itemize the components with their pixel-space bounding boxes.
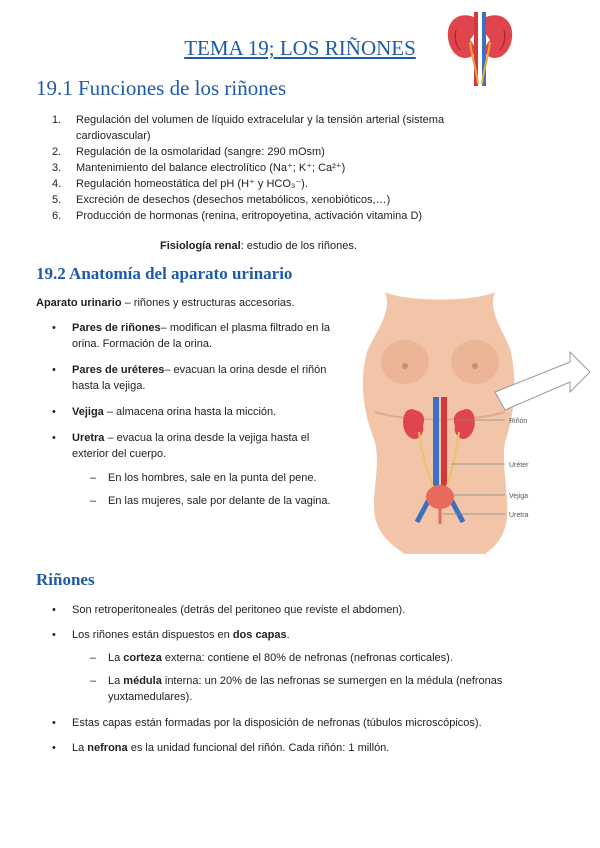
kidneys-list — [52, 602, 572, 765]
list-item: 2. Regulación de la osmolaridad (sangre: 290 mOsm) — [52, 146, 325, 158]
aparato-intro: Aparato urinario – riñones y estructuras accesorias. — [36, 297, 295, 309]
label-ureter: Uréter — [509, 462, 529, 469]
list-item: • Estas capas están formadas por la disposición de nefronas (túbulos microscópicos). — [52, 717, 482, 729]
list-item: 6. Producción de hormonas (renina, eritropoyetina, activación vitamina D) — [52, 210, 423, 222]
fisiologia-note: Fisiología renal: estudio de los riñones. — [160, 240, 357, 252]
sub-list-item: – La médula interna: un 20% de las nefronas se sumergen en la médula (nefronas yuxtamedulares). — [90, 675, 503, 703]
sub-list-item: – En las mujeres, sale por delante de la vagina. — [90, 495, 331, 507]
list-item: • Son retroperitoneales (detrás del peritoneo que reviste el abdomen). — [52, 604, 406, 616]
sub-list-item: – La corteza externa: contiene el 80% de nefronas (nefronas corticales). — [90, 652, 453, 664]
list-item: • Pares de riñones– modifican el plasma filtrado en la orina. Formación de la orina. — [52, 322, 331, 350]
urinary-system-illustration — [345, 292, 590, 554]
list-item: • La nefrona es la unidad funcional del riñón. Cada riñón: 1 millón. — [52, 742, 390, 754]
label-vejiga: Vejiga — [509, 493, 529, 500]
section-heading-funciones: 19.1 Funciones de los riñones — [36, 76, 287, 100]
list-item: 3. Mantenimiento del balance electrolítico (Na⁺; K⁺; Ca²⁺) — [52, 162, 346, 174]
list-item: • Uretra – evacua la orina desde la vejiga hasta el exterior del cuerpo. — [52, 432, 310, 460]
list-item: • Vejiga – almacena orina hasta la micción. — [52, 406, 277, 418]
anatomy-list — [52, 320, 342, 516]
sub-list-item: – En los hombres, sale en la punta del pene. — [90, 472, 317, 484]
section-heading-anatomia: 19.2 Anatomía del aparato urinario — [36, 264, 293, 283]
label-uretra: Uretra — [509, 512, 529, 519]
list-item: 4. Regulación homeostática del pH (H⁺ y HCO₃⁻). — [52, 178, 308, 190]
page-title: TEMA 19; LOS RIÑONES — [184, 36, 416, 60]
label-rinon: Riñón — [509, 418, 528, 425]
functions-list — [52, 112, 472, 224]
list-item: 1. Regulación del volumen de líquido extracelular y la tensión arterial (sistema cardiovascular) — [52, 114, 445, 142]
list-item: • Pares de uréteres– evacuan la orina desde el riñón hasta la vejiga. — [52, 364, 327, 392]
kidneys-icon — [440, 8, 520, 88]
section-heading-rinones: Riñones — [36, 570, 95, 589]
list-item: • Los riñones están dispuestos en dos capas. — [52, 629, 290, 641]
list-item: 5. Excreción de desechos (desechos metabólicos, xenobióticos,…) — [52, 194, 391, 206]
